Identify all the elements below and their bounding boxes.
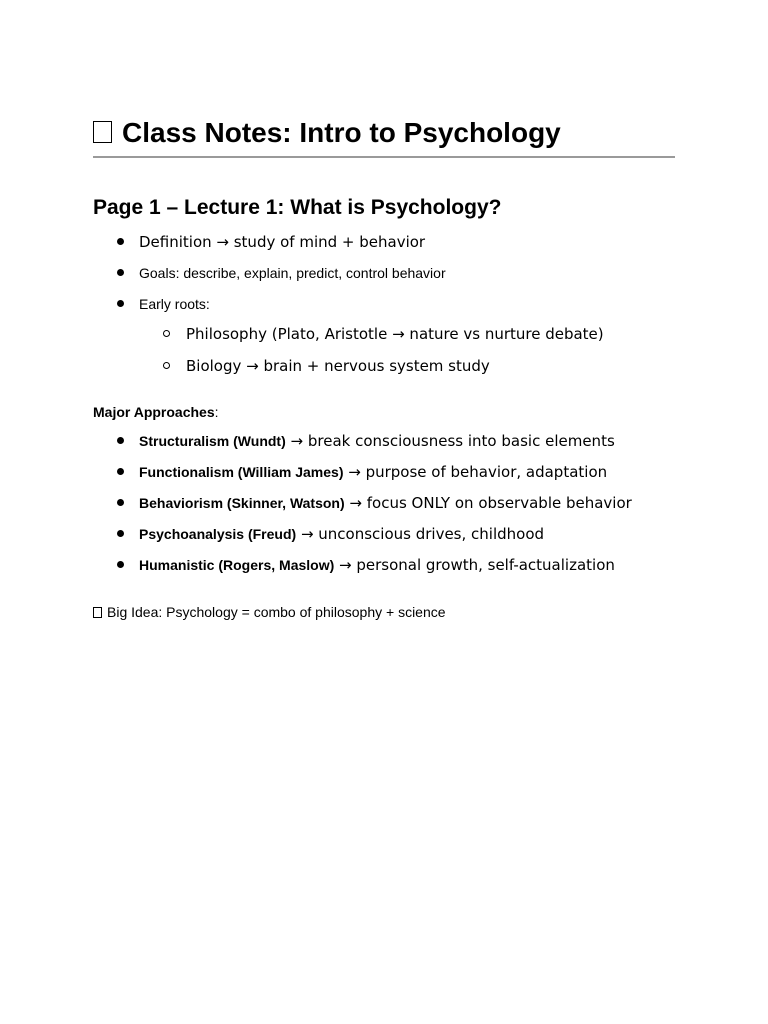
approaches-label (93, 402, 219, 422)
sub-list-item-text: Philosophy (Plato, Aristotle → nature vs nurture debate) (186, 325, 604, 343)
approach-description: → purpose of behavior, adaptation (343, 463, 608, 481)
note-icon (93, 121, 112, 143)
approach-text (139, 524, 544, 545)
approach-description: → personal growth, self-actualization (334, 556, 615, 574)
idea-icon (93, 607, 102, 618)
approach-text (139, 462, 607, 483)
document-title (93, 114, 675, 152)
bullet-icon (117, 530, 124, 537)
hollow-bullet-icon (163, 362, 170, 369)
document-title-text: Class Notes: Intro to Psychology (122, 117, 561, 148)
bullet-icon (117, 437, 124, 444)
approach-description: → focus ONLY on observable behavior (344, 494, 632, 512)
approach-text (139, 493, 632, 514)
approach-term: Behaviorism (Skinner, Watson) (139, 495, 345, 511)
approaches-label-colon: : (214, 404, 219, 420)
bullet-icon (117, 269, 124, 276)
approach-text (139, 431, 615, 452)
sub-list-item-text: Biology → brain + nervous system study (186, 357, 490, 375)
hollow-bullet-icon (163, 330, 170, 337)
bullet-icon (117, 561, 124, 568)
list-item-text: Early roots: (139, 296, 210, 312)
title-divider (93, 156, 675, 158)
bullet-icon (117, 238, 124, 245)
approach-text (139, 555, 615, 576)
list-item-text: Definition → study of mind + behavior (139, 233, 426, 251)
big-idea-line (93, 602, 446, 622)
section-heading: Page 1 – Lecture 1: What is Psychology? (93, 196, 502, 219)
bullet-icon (117, 300, 124, 307)
approach-term: Psychoanalysis (Freud) (139, 526, 297, 542)
bullet-icon (117, 499, 124, 506)
approach-term: Functionalism (William James) (139, 464, 344, 480)
approach-term: Structuralism (Wundt) (139, 433, 286, 449)
list-item-text: Goals: describe, explain, predict, control behavior (139, 265, 446, 281)
approach-term: Humanistic (Rogers, Maslow) (139, 557, 335, 573)
bullet-icon (117, 468, 124, 475)
approach-description: → break consciousness into basic elements (285, 432, 615, 450)
big-idea-text: Big Idea: Psychology = combo of philosophy + science (107, 604, 446, 620)
approaches-label-text: Major Approaches (93, 404, 215, 420)
approach-description: → unconscious drives, childhood (296, 525, 545, 543)
